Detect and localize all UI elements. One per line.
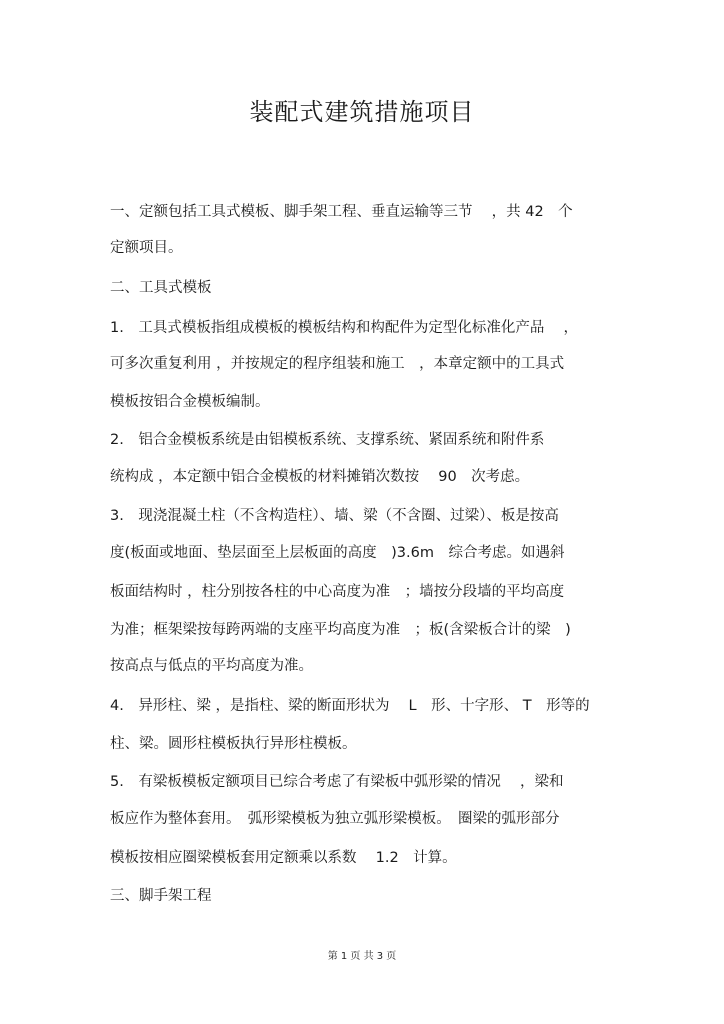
- page-footer: 第 1 页 共 3 页: [327, 951, 397, 962]
- text-line-13: 按高点与低点的平均高度为准。: [110, 658, 313, 674]
- text-line-18: 模板按相应圈梁模板套用定额乘以系数 1.2 计算。: [110, 850, 457, 866]
- text-line-14: 4. 异形柱、梁 ，是指柱、梁的断面形状为 L 形、十字形、 T 形等的: [110, 698, 590, 714]
- section-heading-3: 三、脚手架工程: [110, 888, 212, 904]
- section-heading-2: 二、工具式模板: [110, 280, 212, 296]
- text-line-1: 一、定额包括工具式模板、脚手架工程、垂直运输等三节 ，共 42 个: [110, 204, 573, 220]
- document-title: 装配式建筑措施项目: [249, 98, 475, 126]
- text-line-6: 模板按铝合金模板编制。: [110, 394, 270, 410]
- text-line-7: 2. 铝合金模板系统是由铝模板系统、支撑系统、紧固系统和附件系: [110, 432, 545, 448]
- text-line-16: 5. 有梁板模板定额项目已综合考虑了有梁板中弧形梁的情况 ，梁和: [110, 774, 564, 790]
- text-line-8: 统构成 ，本定额中铝合金模板的材料摊销次数按 90 次考虑。: [110, 469, 530, 485]
- text-line-5: 可多次重复利用 ，并按规定的程序组装和施工 ，本章定额中的工具式: [110, 356, 565, 372]
- text-line-17: 板应作为整体套用。 弧形梁模板为独立弧形梁模板。 圈梁的弧形部分: [110, 811, 560, 827]
- text-line-10: 度(板面或地面、垫层面至上层板面的高度 )3.6m 综合考虑。如遇斜: [110, 545, 565, 561]
- text-line-12: 为准；框架梁按每跨两端的支座平均高度为准 ；板(含梁板合计的梁 ): [110, 622, 571, 638]
- text-line-11: 板面结构时 ，柱分别按各柱的中心高度为准 ；墙按分段墙的平均高度: [110, 584, 565, 600]
- text-line-9: 3. 现浇混凝土柱（不含构造柱）、墙、梁（不含圈、过梁）、板是按高: [110, 508, 559, 524]
- text-line-2: 定额项目。: [110, 240, 183, 256]
- text-line-15: 柱、梁。圆形柱模板执行异形柱模板。: [110, 736, 357, 752]
- text-line-4: 1. 工具式模板指组成模板的模板结构和构配件为定型化标准化产品 ，: [110, 320, 578, 336]
